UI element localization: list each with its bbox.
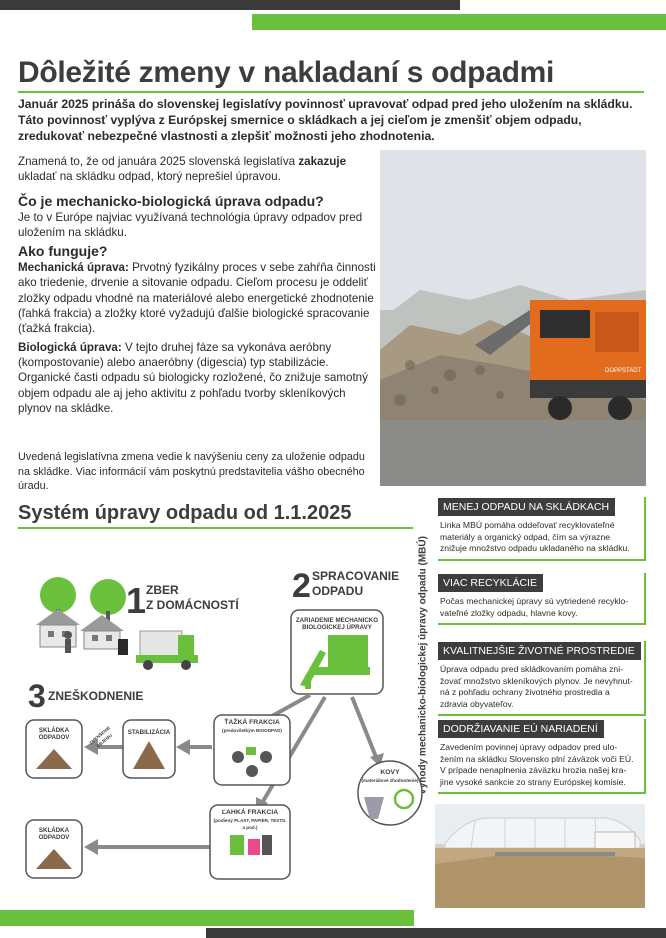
benefit-text: Zavedením povinnej úpravy odpadov pred ulo-žením na skládku Slovensko plní záväzok voči EÚ. V prípade nenaplnenia záväzku hrozia našej kra-jine vysoké sankcie zo strany Európskej komisie. xyxy=(440,742,634,787)
system-rule xyxy=(18,527,413,529)
benefit-title: VIAC RECYKLÁCIE xyxy=(438,574,543,592)
step2-label: SPRACOVANIE ODPADU xyxy=(312,569,400,598)
heavy-title: ŤAŽKÁ FRAKCIA xyxy=(224,719,280,726)
benefit-text: Počas mechanickej úpravy sú vytriedené recyklo-vateľné zložky odpadu, hlavne kovy. xyxy=(440,596,629,618)
benefit-box-4 xyxy=(438,719,646,794)
benefit-box-2 xyxy=(438,573,646,625)
plant-label: ZARIADENIE MECHANICKO BIOLOGICKEJ ÚPRAVY xyxy=(295,617,379,631)
top-green-bar xyxy=(252,14,666,30)
metal-title: KOVY xyxy=(380,769,400,776)
q1-heading: Čo je mechanicko-biologická úprava odpadu? xyxy=(18,192,324,209)
bio-paragraph: Biologická úprava: V tejto druhej fáze sa vykonáva aeróbny (kompostovanie) alebo anaeróbny (digescia) typ stabilizácie. Organické časti odpadu sú biologicky rozložené, čo znižuje samotný objem odpadu ale aj jeho aktivitu z pohľadu tvorby skleníkových plynov na skládke. xyxy=(18,340,368,415)
top-dark-bar xyxy=(0,0,460,10)
heavy-sub: (predovšetkým BIOODPAD) xyxy=(222,728,282,733)
step2-number: 2 xyxy=(292,567,311,605)
page-title: Dôležité zmeny v nakladaní s odpadmi xyxy=(18,56,555,89)
landfill-label-1: SKLÁDKA ODPADOV xyxy=(38,727,70,741)
intro-paragraph: Znamená to, že od januára 2025 slovenská legislatíva zakazuje ukladať na skládku odpad, ktorý neprešiel úpravou. xyxy=(18,155,347,184)
lead-paragraph: Január 2025 prináša do slovenskej legislatívy povinnosť upravovať odpad pred jeho uložením na skládku. Táto povinnosť vyplýva z Európskej smernice o skládkach a jej cieľom je zmenšiť objem odpadu, zredukovať nebezpečné vlastnosti a zlepšiť možnosti jeho zhodnotenia. xyxy=(18,97,633,143)
light-sub: (podiený PLAST, PAPIER, TEXTIL a pod.) xyxy=(213,818,287,830)
brand-label: DOPPSTADT xyxy=(605,368,642,374)
step3-number: 3 xyxy=(28,678,46,714)
benefit-text: Linka MBÚ pomáha oddeľovať recyklovateľné materiály a organický odpad, čím sa výrazne znižuje množstvo odpadu ukladaného na skládku. xyxy=(440,520,630,554)
benefit-title: DODRŽIAVANIE EÚ NARIADENÍ xyxy=(438,720,604,738)
mech-paragraph: Mechanická úprava: Prvotný fyzikálny proces v sebe zahŕňa činnosti ako triedenie, drvenie a sitovanie odpadu. Cieľom procesu je oddeliť zložky odpadu vhodné na materiálové alebo energetické zhodnotenie (ľahká frakcia) a zložky ktoré vyžadujú ďalšie biologické spracovanie (ťažká frakcia). xyxy=(18,261,376,336)
plant-photo xyxy=(435,804,645,908)
light-title: ĽAHKÁ FRAKCIA xyxy=(221,809,279,816)
benefit-title: MENEJ ODPADU NA SKLÁDKACH xyxy=(438,498,615,516)
note-paragraph: Uvedená legislatívna zmena vedie k navýšeniu ceny za uloženie odpadu na skládke. Viac informácií vám poskytnú predstavitelia vášho obecného úradu. xyxy=(18,451,365,492)
step1-label: ZBER Z DOMÁCNOSTÍ xyxy=(146,583,239,612)
intro-bold: zakazuje xyxy=(298,155,347,168)
volume-reduction-tag: ZMENŠENIE OBJEMU xyxy=(88,725,114,749)
houses-icon xyxy=(36,577,128,655)
q2-heading: Ako funguje? xyxy=(18,243,108,260)
q1-text: Je to v Európe najviac využívaná technológia úpravy odpadov pred uložením na skládku. xyxy=(18,210,363,239)
stabilization-label: STABILIZÁCIA xyxy=(127,729,171,736)
title-rule xyxy=(18,91,644,93)
benefit-box-3 xyxy=(438,641,646,716)
benefit-text: Úprava odpadu pred skládkovaním pomáha zni-žovať množstvo skleníkových plynov. Je nevyhnut-ná z pohľadu ochrany životného prostredia a zdravia obyvateľov. xyxy=(440,664,633,709)
process-diagram xyxy=(0,535,435,910)
truck-icon xyxy=(136,631,198,670)
benefit-box-1 xyxy=(438,497,646,561)
step1-number: 1 xyxy=(126,580,147,621)
metal-sub: (materiálové zhodnotenie) xyxy=(361,778,419,783)
bottom-green-bar xyxy=(0,910,414,926)
benefit-title: KVALITNEJŠIE ŽIVOTNÉ PROSTREDIE xyxy=(438,642,641,660)
shredder-photo xyxy=(380,150,646,486)
bottom-dark-bar xyxy=(206,928,666,938)
vertical-label: Výhody mechanicko-biologickej úpravy odpadu (MBÚ) xyxy=(417,536,429,795)
body-text xyxy=(18,154,378,416)
system-heading: Systém úpravy odpadu od 1.1.2025 xyxy=(18,502,352,524)
landfill-label-2: SKLÁDKA ODPADOV xyxy=(38,827,70,841)
step3-label: ZNEŠKODNENIE xyxy=(48,689,144,703)
